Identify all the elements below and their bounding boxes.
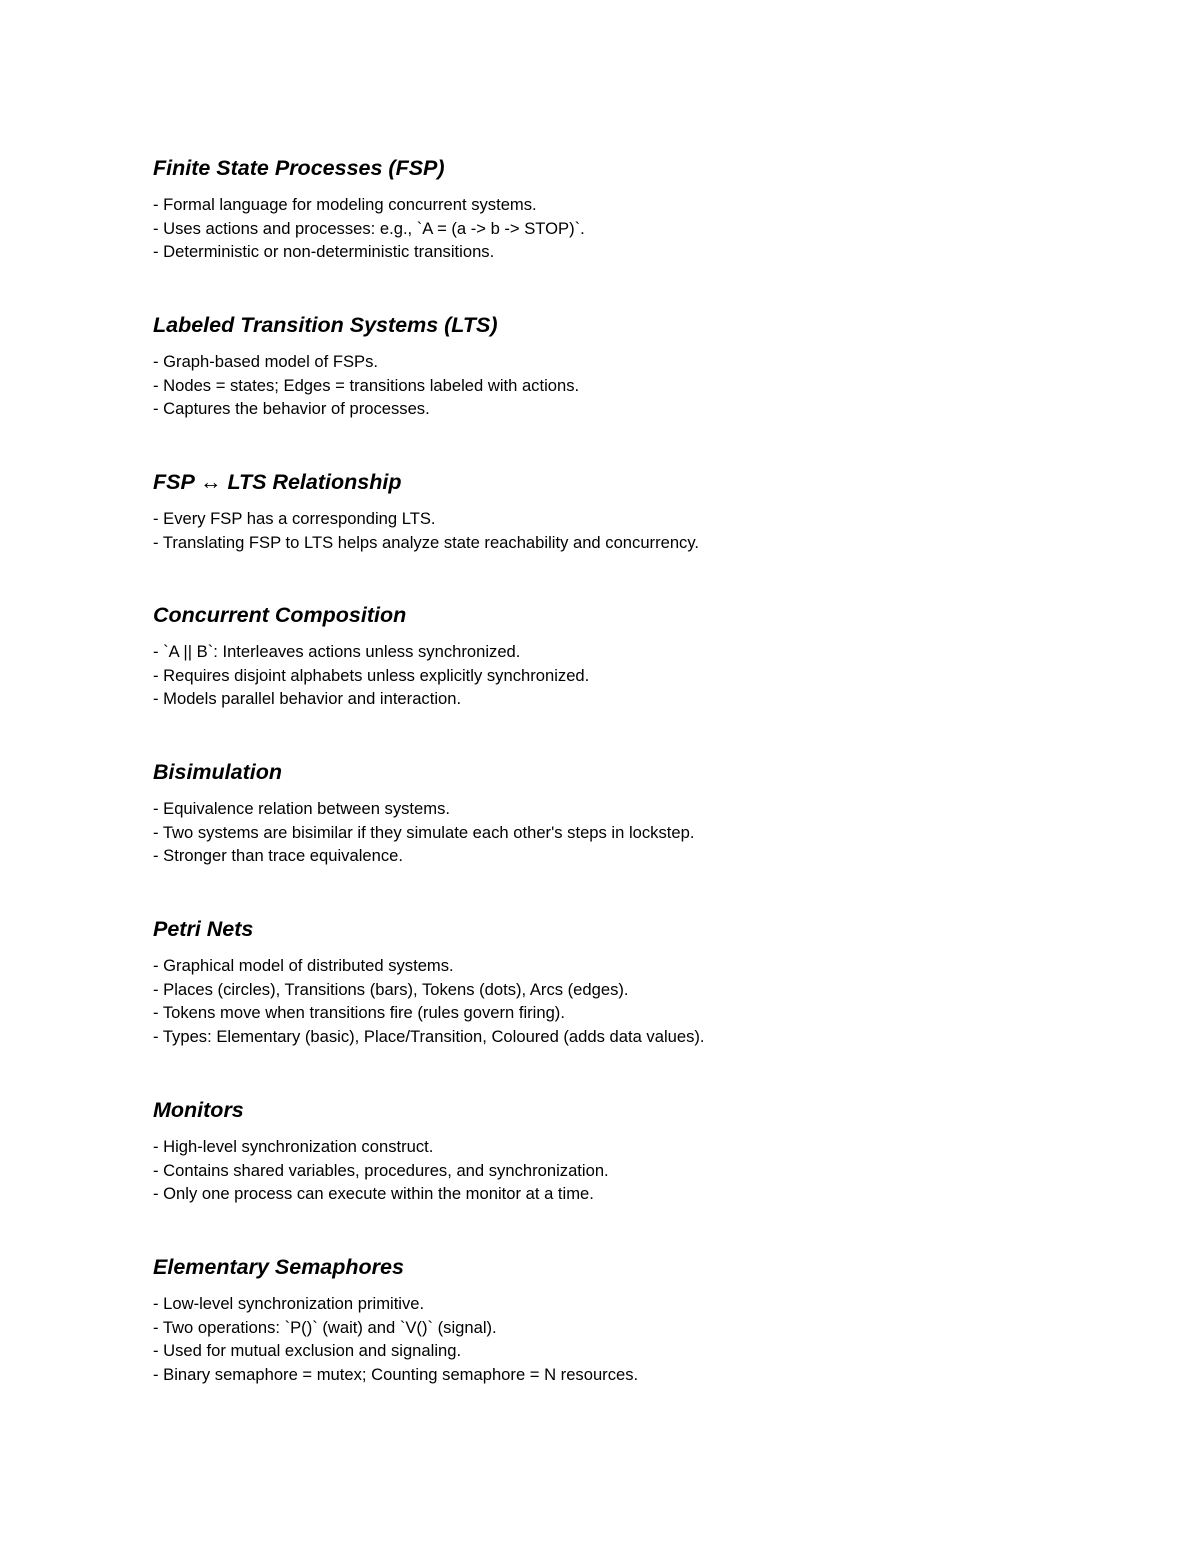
bullet-item: - Two systems are bisimilar if they simulate each other's steps in lockstep.: [153, 822, 695, 842]
section-heading: FSP ↔ LTS Relationship: [153, 470, 402, 494]
bullet-item: - Translating FSP to LTS helps analyze state reachability and concurrency.: [153, 532, 700, 552]
section-heading: Bisimulation: [153, 760, 283, 784]
bullet-list: [153, 797, 1103, 868]
section: [153, 155, 1103, 264]
section: [153, 759, 1103, 868]
section: [153, 312, 1103, 421]
bullet-list: [153, 350, 1103, 421]
bullet-item: - Graphical model of distributed systems.: [153, 956, 454, 975]
bullet-item: - Graph-based model of FSPs.: [153, 352, 379, 371]
bullet-item: - High-level synchronization construct.: [153, 1137, 434, 1156]
bullet-item: - `A || B`: Interleaves actions unless synchronized.: [153, 642, 521, 661]
bullet-list: [153, 193, 1103, 264]
section: [153, 916, 1103, 1048]
section-heading: Labeled Transition Systems (LTS): [153, 313, 498, 337]
bullet-list: [153, 507, 1103, 554]
section-heading: Petri Nets: [153, 917, 254, 941]
bullet-item: - Contains shared variables, procedures, and synchronization.: [153, 1160, 609, 1180]
bullet-item: - Deterministic or non-deterministic transitions.: [153, 242, 495, 262]
section: [153, 1254, 1103, 1386]
section: [153, 469, 1103, 554]
bullet-item: - Binary semaphore = mutex; Counting semaphore = N resources.: [153, 1364, 639, 1384]
section-heading: Monitors: [153, 1098, 244, 1122]
bullet-item: - Low-level synchronization primitive.: [153, 1294, 425, 1313]
section: [153, 1097, 1103, 1206]
bullet-list: [153, 640, 1103, 711]
bullet-item: - Used for mutual exclusion and signaling.: [153, 1341, 462, 1361]
bullet-list: [153, 1292, 1103, 1386]
bullet-item: - Formal language for modeling concurrent systems.: [153, 195, 537, 214]
bullet-item: - Only one process can execute within the monitor at a time.: [153, 1184, 594, 1204]
bullet-item: - Places (circles), Transitions (bars), Tokens (dots), Arcs (edges).: [153, 979, 629, 999]
bullet-item: - Requires disjoint alphabets unless explicitly synchronized.: [153, 665, 590, 685]
section-heading: Concurrent Composition: [153, 603, 407, 627]
bullet-item: - Types: Elementary (basic), Place/Transition, Coloured (adds data values).: [153, 1026, 705, 1046]
bullet-list: [153, 954, 1103, 1048]
bullet-item: - Equivalence relation between systems.: [153, 799, 450, 818]
bullet-item: - Models parallel behavior and interaction.: [153, 689, 462, 709]
bullet-item: - Two operations: `P()` (wait) and `V()` (signal).: [153, 1317, 497, 1337]
bullet-item: - Stronger than trace equivalence.: [153, 846, 403, 866]
section-heading: Finite State Processes (FSP): [153, 156, 445, 180]
section: [153, 602, 1103, 711]
bullet-item: - Captures the behavior of processes.: [153, 399, 430, 419]
bullet-item: - Nodes = states; Edges = transitions labeled with actions.: [153, 375, 580, 395]
bullet-item: - Uses actions and processes: e.g., `A = (a -> b -> STOP)`.: [153, 218, 585, 238]
section-heading: Elementary Semaphores: [153, 1255, 404, 1279]
bullet-list: [153, 1135, 1103, 1206]
bullet-item: - Tokens move when transitions fire (rules govern firing).: [153, 1003, 565, 1023]
bullet-item: - Every FSP has a corresponding LTS.: [153, 509, 436, 528]
